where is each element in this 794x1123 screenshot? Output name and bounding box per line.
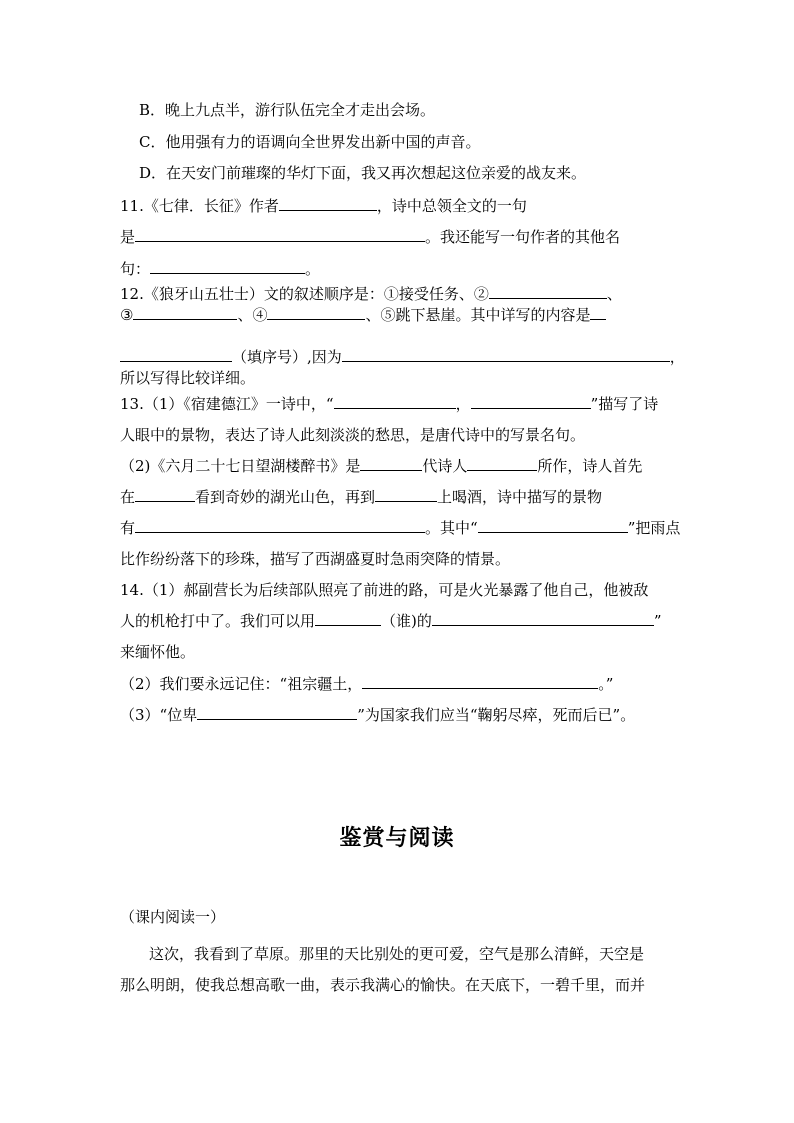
q14-text: ” xyxy=(653,612,662,630)
q11-text: 是 xyxy=(120,228,136,246)
q14-text: （谁)的 xyxy=(381,612,432,630)
q11-other-poem-blank[interactable] xyxy=(150,259,305,274)
q13-verse-1-blank[interactable] xyxy=(334,394,456,409)
q11-line-1 xyxy=(120,196,527,216)
q12-detail-blank-start[interactable] xyxy=(590,305,606,320)
q14-quote-blank[interactable] xyxy=(432,611,654,626)
q13-place-1-blank[interactable] xyxy=(135,487,195,502)
q13-text: 上喝酒，诗中描写的景物 xyxy=(437,488,603,506)
q14-text: ”为国家我们应当“鞠躬尽瘁，死而后已”。 xyxy=(357,706,636,724)
q13-place-2-blank[interactable] xyxy=(375,487,437,502)
q13-text: 代诗人 xyxy=(422,457,468,475)
q11-text: 11.《七律．长征》作者 xyxy=(120,197,279,215)
q14-person-blank[interactable] xyxy=(315,611,381,626)
q13-text: 看到奇妙的湖光山色，再到 xyxy=(195,488,376,506)
q13-text: 13.（1）《宿建德江》一诗中，“ xyxy=(120,395,334,413)
q14-humble-blank[interactable] xyxy=(197,705,357,720)
q13-dynasty-blank[interactable] xyxy=(360,456,422,471)
q14-text: 人的机枪打中了。我们可以用 xyxy=(120,612,316,630)
q13-text: （2)《六月二十七日望湖楼醉书》是 xyxy=(120,457,361,475)
q14-line-1: 14.（1）郝副营长为后续部队照亮了前进的路，可是火光暴露了他自己，他被敌 xyxy=(120,581,649,599)
q13-line-4 xyxy=(120,487,602,507)
q10-option-b: B．晚上九点半，游行队伍完全才走出会场。 xyxy=(139,101,436,119)
q12-text: 12.《狼牙山五壮士）文的叙述顺序是：①接受任务、② xyxy=(120,285,489,303)
q13-text: 在 xyxy=(120,488,136,506)
q11-text: 。我还能写一句作者的其他名 xyxy=(425,228,621,246)
q12-text: （填序号）,因为 xyxy=(232,348,342,366)
q13-line-3 xyxy=(120,456,642,476)
q13-line-6: 比作纷纷落下的珍珠，描写了西湖盛夏时急雨突降的情景。 xyxy=(120,550,511,568)
reading-paragraph-line-2: 那么明朗，使我总想高歌一曲，表示我满心的愉快。在天底下，一碧千里，而并 xyxy=(120,976,646,994)
q12-text: 、④ xyxy=(237,306,268,324)
q12-line-3 xyxy=(120,347,685,367)
q13-line-2: 人眼中的景物，表达了诗人此刻淡淡的愁思，是唐代诗中的写景名句。 xyxy=(120,426,586,444)
q11-text: 句： xyxy=(120,260,151,278)
q11-line-2 xyxy=(120,227,620,247)
q12-line-2 xyxy=(120,305,606,325)
q12-text: ③ xyxy=(120,306,134,324)
q14-line-4 xyxy=(120,674,613,694)
q13-text: 所作，诗人首先 xyxy=(537,457,643,475)
q12-line-1 xyxy=(120,284,622,304)
q14-text: （3）“位卑 xyxy=(120,706,198,724)
q14-line-3: 来缅怀他。 xyxy=(120,643,196,661)
q11-summary-line-blank[interactable] xyxy=(135,227,425,242)
q13-text: 。其中“ xyxy=(425,519,478,537)
q13-poet-blank[interactable] xyxy=(467,456,537,471)
q12-text: 、⑤跳下悬崖。其中详写的内容是 xyxy=(365,306,591,324)
q11-line-3 xyxy=(120,259,320,279)
q11-text: 。 xyxy=(305,260,321,278)
reading-paragraph-line-1: 这次，我看到了草原。那里的天比别处的更可爱，空气是那么清鲜，天空是 xyxy=(149,945,645,963)
q12-line-4: 所以写得比较详细。 xyxy=(120,369,256,387)
reading-label: （课内阅读一） xyxy=(120,908,226,926)
q10-option-c: C．他用强有力的语调向全世界发出新中国的声音。 xyxy=(139,133,481,151)
q13-scenery-blank[interactable] xyxy=(135,518,425,533)
q13-line-5 xyxy=(120,518,680,538)
q12-reason-blank[interactable] xyxy=(342,347,670,362)
q14-line-2 xyxy=(120,611,662,631)
q13-verse-2-blank[interactable] xyxy=(471,394,591,409)
q11-author-blank[interactable] xyxy=(279,196,377,211)
q13-text: ”描写了诗 xyxy=(590,395,659,413)
q12-step-3-blank[interactable] xyxy=(133,305,237,320)
q12-step-4-blank[interactable] xyxy=(267,305,365,320)
q14-text: （2）我们要永远记住：“祖宗疆土， xyxy=(120,675,363,693)
q14-text: 。” xyxy=(598,675,614,693)
q11-text: ，诗中总领全文的一句 xyxy=(376,197,527,215)
q12-text: ， xyxy=(669,348,685,366)
q13-line-1 xyxy=(120,394,658,414)
q13-text: ”把雨点 xyxy=(627,519,681,537)
q13-text: ， xyxy=(455,395,471,413)
q12-step-2-blank[interactable] xyxy=(489,284,607,299)
q10-option-d: D．在天安门前璀璨的华灯下面，我又再次想起这位亲爱的战友来。 xyxy=(139,164,587,182)
q12-detail-blank[interactable] xyxy=(120,347,232,362)
q14-homeland-blank[interactable] xyxy=(362,674,598,689)
section-title: 鉴赏与阅读 xyxy=(339,826,455,851)
q12-text: 、 xyxy=(606,285,622,303)
q13-text: 有 xyxy=(120,519,136,537)
q14-line-5 xyxy=(120,705,635,725)
q13-rain-verse-blank[interactable] xyxy=(478,518,628,533)
